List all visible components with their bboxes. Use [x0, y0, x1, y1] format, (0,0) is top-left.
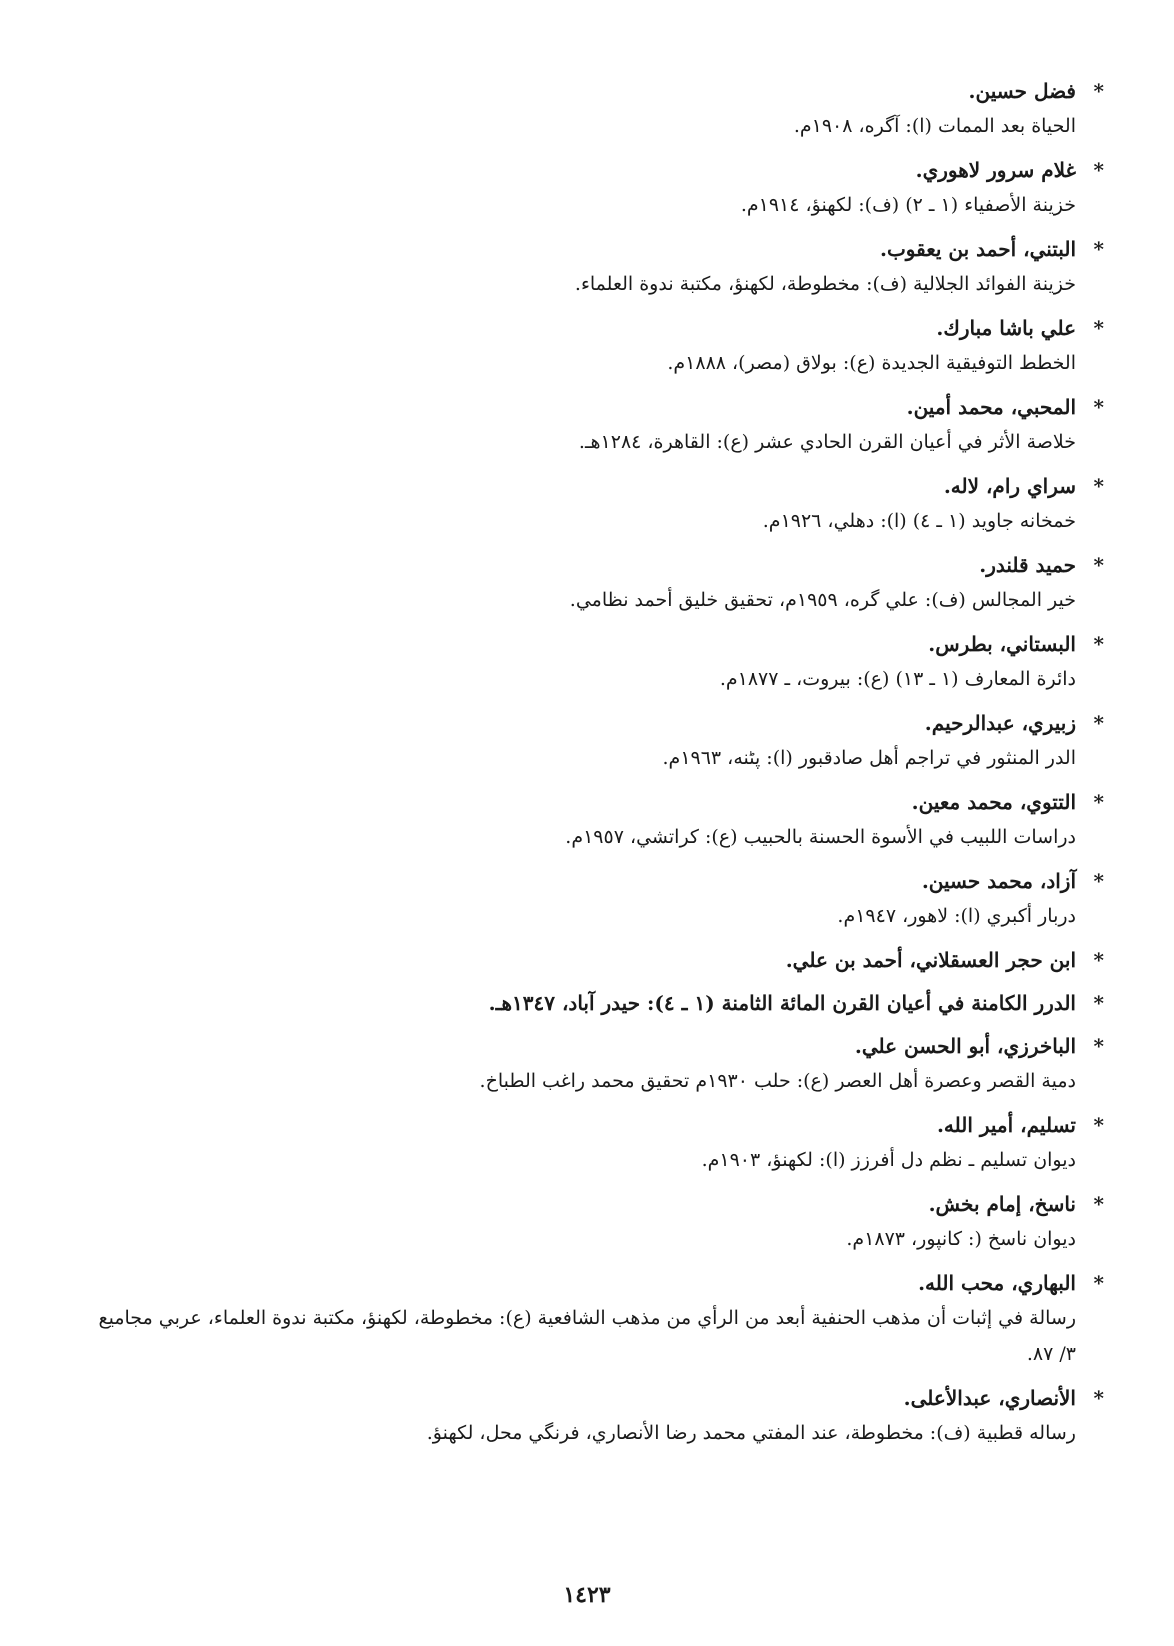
- bibliography-entry: [84, 943, 1104, 977]
- entry-author: فضل حسين.: [968, 79, 1076, 103]
- entry-heading: [84, 232, 1104, 266]
- entry-citation: خمخانه جاويد (١ ـ ٤) (ا): دهلي، ١٩٢٦م.: [762, 510, 1076, 532]
- entry-citation: خزينة الأصفياء (١ ـ ٢) (ف): لكهنؤ، ١٩١٤م.: [740, 194, 1076, 216]
- entry-heading: [84, 1108, 1104, 1142]
- entry-heading: [84, 390, 1104, 424]
- bibliography-entry: [84, 390, 1104, 460]
- bibliography-list: [84, 74, 1104, 1460]
- entry-author: سراي رام، لاله.: [943, 474, 1076, 498]
- bibliography-entry: [84, 986, 1104, 1020]
- entry-citation: الحياة بعد الممات (ا): آگره، ١٩٠٨م.: [793, 115, 1076, 137]
- entry-author: علي باشا مبارك.: [936, 316, 1076, 340]
- asterisk-bullet-icon: *: [1093, 316, 1104, 340]
- entry-citation: رسالة في إثبات أن مذهب الحنفية أبعد من الرأي من مذهب الشافعية (ع): مخطوطة، لكهنؤ، مكتبة ندوة العلماء، عربي مجاميع ٣/ ٨٧.: [98, 1307, 1076, 1365]
- bibliography-entry: [84, 74, 1104, 144]
- entry-heading: [84, 1381, 1104, 1415]
- bibliography-entry: [84, 864, 1104, 934]
- asterisk-bullet-icon: *: [1093, 711, 1104, 735]
- entry-citation: الدر المنثور في تراجم أهل صادقبور (ا): پٹنه، ١٩٦٣م.: [662, 747, 1076, 769]
- entry-author: ناسخ، إمام بخش.: [928, 1192, 1076, 1216]
- bibliography-entry: [84, 1187, 1104, 1257]
- entry-heading: [84, 986, 1104, 1020]
- entry-heading: [84, 864, 1104, 898]
- asterisk-bullet-icon: *: [1093, 948, 1104, 972]
- asterisk-bullet-icon: *: [1093, 790, 1104, 814]
- entry-heading: [84, 1266, 1104, 1300]
- entry-heading: [84, 74, 1104, 108]
- entry-heading: [84, 1187, 1104, 1221]
- asterisk-bullet-icon: *: [1093, 158, 1104, 182]
- asterisk-bullet-icon: *: [1093, 1386, 1104, 1410]
- entry-author: البتني، أحمد بن يعقوب.: [880, 237, 1076, 261]
- entry-heading: [84, 1029, 1104, 1063]
- entry-author: التتوي، محمد معين.: [911, 790, 1076, 814]
- entry-citation: دربار أكبري (ا): لاهور، ١٩٤٧م.: [837, 905, 1076, 927]
- asterisk-bullet-icon: *: [1093, 237, 1104, 261]
- entry-citation: دراسات اللبيب في الأسوة الحسنة بالحبيب (ع): كراتشي، ١٩٥٧م.: [565, 826, 1076, 848]
- entry-citation: دائرة المعارف (١ ـ ١٣) (ع): بيروت، ـ ١٨٧٧م.: [719, 668, 1076, 690]
- bibliography-entry: [84, 1266, 1104, 1372]
- entry-heading: [84, 548, 1104, 582]
- bibliography-entry: [84, 1108, 1104, 1178]
- asterisk-bullet-icon: *: [1093, 474, 1104, 498]
- bibliography-entry: [84, 469, 1104, 539]
- bibliography-entry: [84, 706, 1104, 776]
- asterisk-bullet-icon: *: [1093, 1192, 1104, 1216]
- entry-heading: [84, 706, 1104, 740]
- entry-author: البهاري، محب الله.: [918, 1271, 1076, 1295]
- entry-citation: خلاصة الأثر في أعيان القرن الحادي عشر (ع): القاهرة، ١٢٨٤هـ.: [578, 431, 1076, 453]
- entry-author: غلام سرور لاهوري.: [915, 158, 1076, 182]
- entry-author: تسليم، أمير الله.: [936, 1113, 1076, 1137]
- asterisk-bullet-icon: *: [1093, 991, 1104, 1015]
- asterisk-bullet-icon: *: [1093, 632, 1104, 656]
- entry-author: ابن حجر العسقلاني، أحمد بن علي.: [785, 948, 1076, 972]
- asterisk-bullet-icon: *: [1093, 395, 1104, 419]
- entry-citation: الخطط التوفيقية الجديدة (ع): بولاق (مصر)، ١٨٨٨م.: [667, 352, 1076, 374]
- asterisk-bullet-icon: *: [1093, 1034, 1104, 1058]
- entry-heading: [84, 469, 1104, 503]
- bibliography-entry: [84, 1029, 1104, 1099]
- entry-heading: [84, 311, 1104, 345]
- entry-heading: [84, 627, 1104, 661]
- bibliography-entry: [84, 548, 1104, 618]
- entry-author: زبيري، عبدالرحيم.: [924, 711, 1076, 735]
- asterisk-bullet-icon: *: [1093, 553, 1104, 577]
- page-number: ١٤٢٣: [563, 1582, 611, 1608]
- bibliography-entry: [84, 232, 1104, 302]
- entry-author: المحبي، محمد أمين.: [906, 395, 1076, 419]
- entry-author: الباخرزي، أبو الحسن علي.: [854, 1034, 1076, 1058]
- entry-heading: [84, 943, 1104, 977]
- entry-citation: خير المجالس (ف): علي گره، ١٩٥٩م، تحقيق خليق أحمد نظامي.: [569, 589, 1076, 611]
- bibliography-entry: [84, 785, 1104, 855]
- entry-author: البستاني، بطرس.: [928, 632, 1076, 656]
- entry-citation: رساله قطبية (ف): مخطوطة، عند المفتي محمد رضا الأنصاري، فرنگي محل، لكهنؤ.: [426, 1422, 1076, 1444]
- bibliography-entry: [84, 1381, 1104, 1451]
- entry-citation: ديوان تسليم ـ نظم دل أفرزز (ا): لكهنؤ، ١٩٠٣م.: [701, 1149, 1076, 1171]
- bibliography-entry: [84, 627, 1104, 697]
- entry-citation: خزينة الفوائد الجلالية (ف): مخطوطة، لكهنؤ، مكتبة ندوة العلماء.: [574, 273, 1076, 295]
- asterisk-bullet-icon: *: [1093, 869, 1104, 893]
- entry-author: آزاد، محمد حسين.: [921, 869, 1076, 893]
- entry-citation: دمية القصر وعصرة أهل العصر (ع): حلب ١٩٣٠م تحقيق محمد راغب الطباخ.: [479, 1070, 1076, 1092]
- entry-author: حميد قلندر.: [979, 553, 1076, 577]
- bibliography-entry: [84, 311, 1104, 381]
- entry-citation: ديوان ناسخ (: كانپور، ١٨٧٣م.: [846, 1228, 1076, 1250]
- entry-heading: [84, 153, 1104, 187]
- bibliography-entry: [84, 153, 1104, 223]
- entry-author: الدرر الكامنة في أعيان القرن المائة الثامنة (١ ـ ٤): حيدر آباد، ١٣٤٧هـ.: [488, 991, 1076, 1015]
- entry-author: الأنصاري، عبدالأعلى.: [903, 1386, 1076, 1410]
- entry-heading: [84, 785, 1104, 819]
- asterisk-bullet-icon: *: [1093, 1113, 1104, 1137]
- asterisk-bullet-icon: *: [1093, 1271, 1104, 1295]
- asterisk-bullet-icon: *: [1093, 79, 1104, 103]
